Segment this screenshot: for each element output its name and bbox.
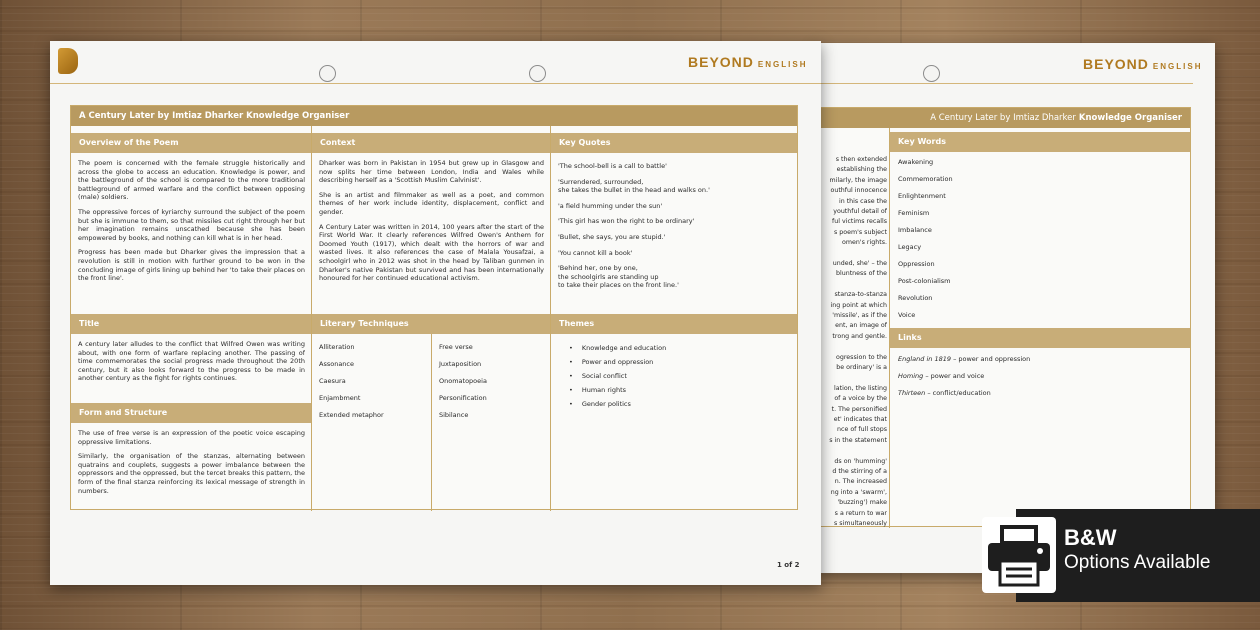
link-desc: – conflict/education bbox=[925, 389, 991, 397]
continued-text-line: lation, the listing bbox=[834, 384, 887, 392]
quotes-list bbox=[558, 162, 793, 297]
continued-text-line: ds on 'humming' bbox=[834, 457, 887, 465]
keywords-header: Key Words bbox=[890, 132, 1190, 152]
punch-hole bbox=[529, 65, 546, 82]
form-paragraph: Similarly, the organisation of the stanzas, alternating between quatrains and couplets, suggests a power imbalance between the oppressors and the oppressed, but the tercet breaks this pattern, the form of the final stanza reinforcing its lexical message of strength in numbers. bbox=[78, 452, 305, 495]
printer-icon bbox=[982, 517, 1056, 593]
links-list bbox=[898, 351, 1030, 402]
theme-item: • Gender politics bbox=[569, 397, 666, 411]
front-page bbox=[50, 41, 821, 585]
continued-text-line: s then extended bbox=[835, 156, 887, 163]
continued-text-line: be ordinary' is a bbox=[836, 364, 887, 371]
divider bbox=[431, 334, 432, 511]
theme-item: • Human rights bbox=[569, 383, 666, 397]
page2-organiser bbox=[815, 107, 1191, 527]
brand-sub: ENGLISH bbox=[757, 60, 808, 69]
overview-paragraph: The oppressive forces of kyriarchy surround the subject of the poem but she is immune to them, so that missiles cut right through her but her imagination remains unscathed because she has been empowered by books, and nothing can kill what is in her head. bbox=[78, 207, 305, 242]
continued-text-line: s simultaneously bbox=[834, 520, 887, 527]
badge-title: B&W bbox=[1064, 525, 1117, 550]
keyword-item: Revolution bbox=[898, 294, 933, 302]
technique-item: Alliteration bbox=[319, 343, 355, 351]
context-text bbox=[319, 159, 544, 334]
quote-item: 'a field humming under the sun' bbox=[558, 201, 663, 210]
keyword-item: Imbalance bbox=[898, 226, 932, 234]
keyword-item: Voice bbox=[898, 311, 916, 319]
page1-title-pre: A Century Later by Imtiaz Dharker bbox=[79, 111, 244, 121]
page1-title-bar bbox=[71, 106, 797, 126]
keyword-item: Enlightenment bbox=[898, 192, 946, 200]
techniques-list-2 bbox=[439, 339, 487, 424]
title-text: A century later alludes to the conflict that Wilfred Owen was writing about, with one form of warfare replacing another. The passing of time commemorates the social progress made throughout the 20th century, but it also looks forward to the progress to be made in another century as the fight for rights continues. bbox=[78, 340, 305, 383]
bw-options-badge bbox=[1016, 509, 1260, 602]
keyword-item: Post-colonialism bbox=[898, 277, 951, 285]
keyword-item: Feminism bbox=[898, 209, 930, 217]
continued-text-line: n. The increased bbox=[834, 478, 887, 486]
punch-hole bbox=[923, 65, 940, 82]
keywords-list bbox=[898, 154, 953, 324]
themes-header: Themes bbox=[551, 314, 797, 334]
theme-item: • Social conflict bbox=[569, 369, 666, 383]
quote-item: 'Surrendered, surrounded, she takes the bullet in the head and walks on.' bbox=[558, 177, 710, 195]
technique-item: Juxtaposition bbox=[439, 360, 482, 368]
link-item bbox=[898, 368, 1030, 385]
continued-text-line: ogression to the bbox=[836, 353, 887, 361]
link-item bbox=[898, 351, 1030, 368]
continued-text-line: ng into a 'swarm', bbox=[830, 488, 887, 496]
page1-title-bold: Knowledge Organiser bbox=[246, 111, 350, 121]
continued-text-line: d the stirring of a bbox=[832, 468, 887, 475]
technique-item: Assonance bbox=[319, 360, 354, 368]
continued-text-line: outhful innocence bbox=[830, 187, 887, 195]
quotes-header: Key Quotes bbox=[551, 133, 797, 153]
link-title: England in 1819 bbox=[898, 355, 951, 363]
technique-item: Free verse bbox=[439, 343, 473, 351]
techniques-list-1 bbox=[319, 339, 384, 424]
technique-item: Onomatopoeia bbox=[439, 377, 487, 385]
form-text bbox=[78, 429, 305, 509]
keyword-item: Oppression bbox=[898, 260, 935, 268]
beyond-logo-icon bbox=[58, 48, 78, 74]
overview-header: Overview of the Poem bbox=[71, 133, 311, 153]
context-paragraph: She is an artist and filmmaker as well as a poet, and common themes of her work include identity, displacement, conflict and gender. bbox=[319, 190, 544, 216]
badge-subtitle: Options Available bbox=[1064, 552, 1211, 573]
context-header: Context bbox=[312, 133, 550, 153]
theme-item: • Power and oppression bbox=[569, 355, 666, 369]
link-title: Thirteen bbox=[898, 389, 926, 397]
page2-title-bold: Knowledge Organiser bbox=[1078, 113, 1182, 123]
quote-item: 'The school-bell is a call to battle' bbox=[558, 162, 667, 170]
overview-paragraph: Progress has been made but Dharker gives the impression that a revolution is still in motion with further ground to be won in the concluding image of girls lining up behind her 'to take their places on the front line'. bbox=[78, 248, 305, 283]
context-paragraph: Dharker was born in Pakistan in 1954 but grew up in Glasgow and now splits her time between London, India and Wales while describing herself as a 'Scottish Muslim Calvinist'. bbox=[319, 159, 544, 185]
technique-item: Sibilance bbox=[439, 411, 469, 419]
header-rule bbox=[50, 83, 821, 84]
back-page bbox=[815, 43, 1215, 573]
continued-text-line: t. The personified bbox=[831, 405, 887, 413]
continued-text-line: youthful detail of bbox=[833, 208, 887, 215]
quote-item: 'Bullet, she says, you are stupid.' bbox=[558, 232, 666, 241]
link-desc: – power and voice bbox=[923, 372, 985, 380]
brand-name: BEYOND bbox=[1083, 56, 1149, 72]
brand-name: BEYOND bbox=[688, 54, 754, 70]
technique-item: Extended metaphor bbox=[319, 411, 384, 419]
continued-text-line: et' indicates that bbox=[833, 416, 887, 423]
continued-text-line: bluntness of the bbox=[835, 270, 887, 278]
page2-title-pre: A Century Later by Imtiaz Dharker bbox=[930, 113, 1076, 123]
brand-logo-text bbox=[1083, 56, 1202, 74]
continued-text-line: ent, an image of bbox=[835, 322, 887, 330]
continued-text-line: 'buzzing') make bbox=[837, 499, 887, 507]
continued-text-line: nce of full stops bbox=[837, 426, 887, 434]
keyword-item: Legacy bbox=[898, 243, 922, 251]
technique-item: Enjambment bbox=[319, 394, 361, 402]
technique-item: Personification bbox=[439, 394, 487, 402]
continued-text-line: establishing the bbox=[836, 166, 887, 174]
continued-text-line: ing point at which bbox=[830, 301, 887, 309]
overview-text bbox=[78, 159, 305, 309]
overview-paragraph: The poem is concerned with the female struggle historically and across the globe to access an education. Knowledge is power, and the battleground of the school is compared to the more traditional battleground of armed warfare and the conflict between opposing (male) soldiers. bbox=[78, 159, 305, 202]
title-header: Title bbox=[71, 314, 311, 334]
page1-organiser bbox=[70, 105, 798, 510]
continued-text-line: in this case the bbox=[838, 197, 887, 205]
technique-item: Caesura bbox=[319, 377, 346, 385]
page2-title-bar bbox=[816, 108, 1190, 128]
quote-item: 'Behind her, one by one, the schoolgirls are standing up to take their places on the front line.' bbox=[558, 264, 679, 290]
themes-list bbox=[569, 341, 666, 411]
links-header: Links bbox=[890, 328, 1190, 348]
header-rule bbox=[815, 83, 1193, 84]
link-item bbox=[898, 385, 1030, 402]
form-paragraph: The use of free verse is an expression of the poetic voice escaping oppressive limitations. bbox=[78, 429, 305, 446]
continued-text-line: unded, she' – the bbox=[832, 260, 887, 267]
continued-text-line: s poem's subject bbox=[834, 228, 887, 236]
quote-item: 'You cannot kill a book' bbox=[558, 248, 633, 257]
link-title: Homing bbox=[898, 372, 924, 380]
continued-text-line: stanza-to-stanza bbox=[834, 291, 887, 299]
brand-logo-text bbox=[688, 54, 807, 72]
page-number: 1 of 2 bbox=[777, 561, 800, 569]
brand-sub: ENGLISH bbox=[1152, 62, 1203, 71]
techniques-header: Literary Techniques bbox=[312, 314, 550, 334]
continued-text-line: omen's rights. bbox=[842, 239, 887, 247]
continued-text-line: 'missile', as if the bbox=[832, 312, 887, 319]
theme-item: • Knowledge and education bbox=[569, 341, 666, 355]
quote-item: 'This girl has won the right to be ordinary' bbox=[558, 217, 695, 226]
keyword-item: Awakening bbox=[898, 158, 934, 166]
continued-text-line: of a voice by the bbox=[834, 395, 887, 403]
continued-text-line: trong and gentle. bbox=[832, 332, 887, 340]
link-desc: – power and oppression bbox=[951, 355, 1031, 363]
punch-hole bbox=[319, 65, 336, 82]
keyword-item: Commemoration bbox=[898, 175, 953, 183]
continued-text-line: s in the statement bbox=[829, 436, 887, 444]
continued-text-line: s a return to war bbox=[834, 509, 887, 517]
context-paragraph: A Century Later was written in 2014, 100 years after the start of the First World War. It clearly references Wilfred Owen's Anthem for Doomed Youth (1917), which dealt with the horrors of war and wasted lives. It also references the case of Malala Yousafzai, a schoolgirl who in 2012 was shot in the head by Taliban gunmen in Dharker's native Pakistan but survived and has been internationally honoured for her continued educational activism. bbox=[319, 222, 544, 283]
continued-text-line: ful victims recalls bbox=[832, 218, 887, 226]
continued-text-line: milarly, the image bbox=[829, 176, 887, 184]
form-header: Form and Structure bbox=[71, 403, 311, 423]
